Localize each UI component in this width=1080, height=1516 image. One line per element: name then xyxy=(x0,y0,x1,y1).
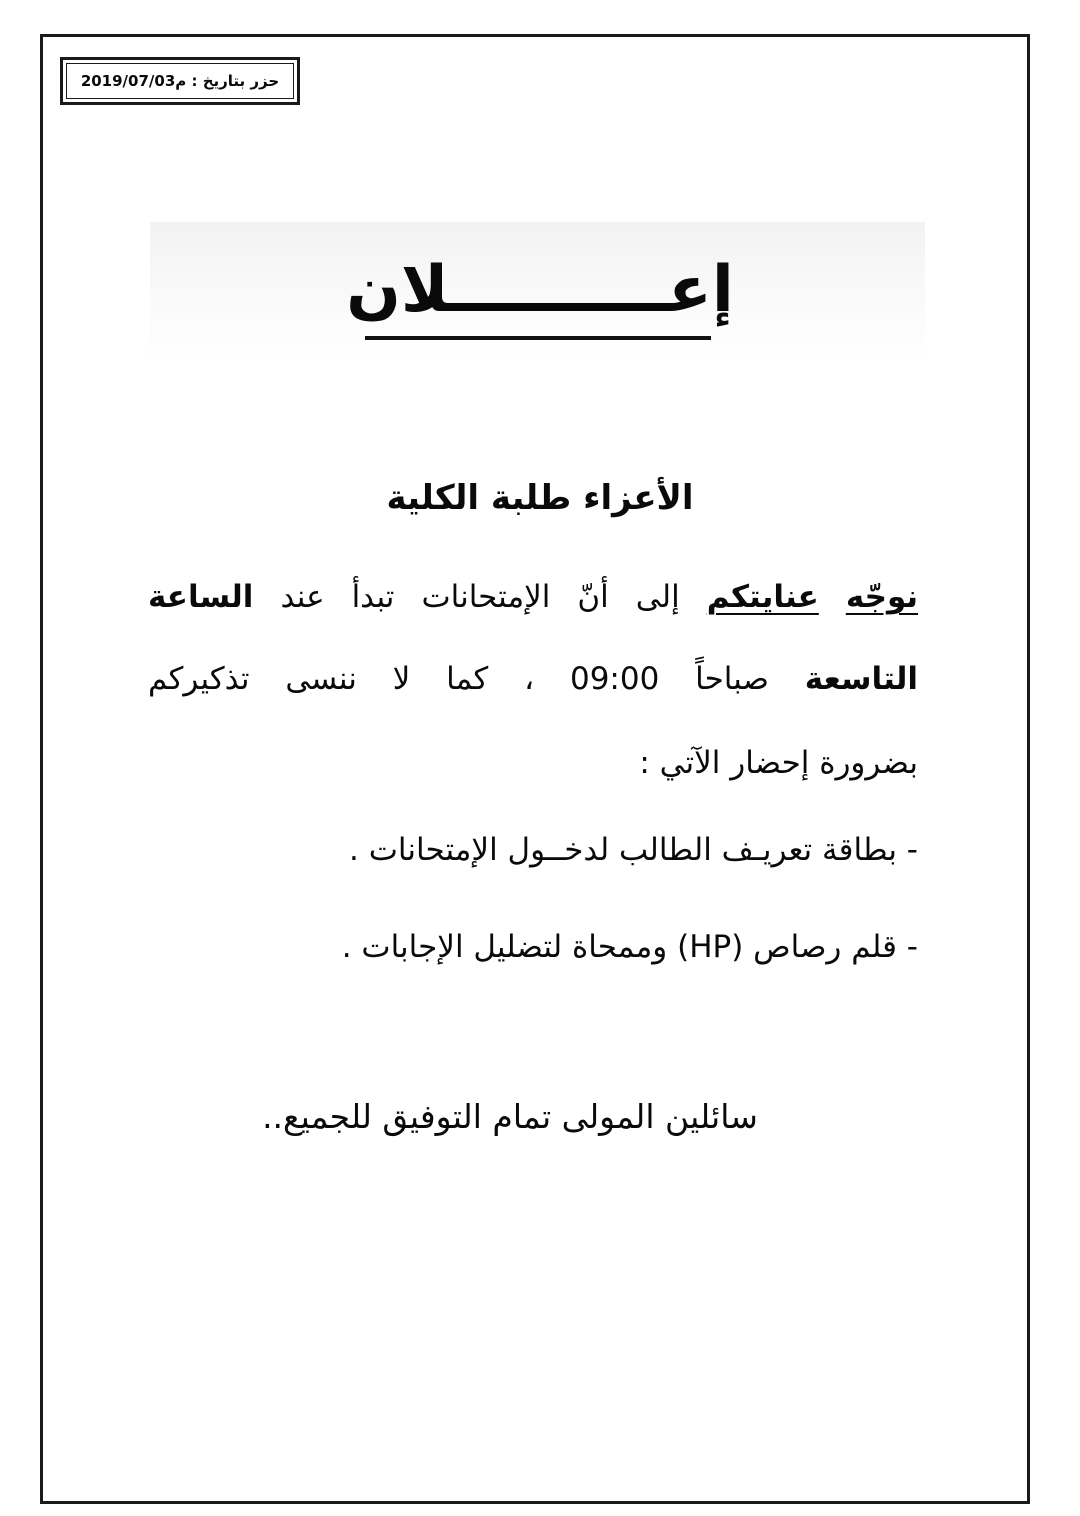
word: أنّ xyxy=(577,579,609,615)
body-line-3: بضرورة إحضار الآتي : xyxy=(639,745,918,781)
date-stamp-box xyxy=(60,57,300,105)
word: إلى xyxy=(635,579,680,615)
title-underline xyxy=(365,336,711,340)
word: ننسى xyxy=(285,661,357,697)
announcement-title: إعــــــــــلان xyxy=(346,253,734,327)
date-value: 2019/07/03م xyxy=(80,72,187,90)
word: كما xyxy=(446,661,489,697)
word: عند xyxy=(280,579,325,615)
addressee-heading: الأعزاء طلبة الكلية xyxy=(386,478,694,518)
word: التاسعة xyxy=(804,661,919,697)
date-stamp xyxy=(66,63,294,99)
word: عنايتكم xyxy=(706,579,819,615)
word: الإمتحانات xyxy=(421,579,551,615)
word: لا xyxy=(392,661,411,697)
date-label: حزر بتاريخ : xyxy=(191,72,280,90)
closing-line: سائلين المولى تمام التوفيق للجميع.. xyxy=(262,1097,758,1136)
required-item-id-card: - بطاقة تعريـف الطالب لدخــول الإمتحانات . xyxy=(349,832,918,868)
body-line-2 xyxy=(148,657,918,701)
required-item-pencil-eraser: - قلم رصاص (HP) وممحاة لتضليل الإجابات . xyxy=(341,929,918,965)
word: تذكيركم xyxy=(148,661,250,697)
word: تبدأ xyxy=(351,579,395,615)
body-line-1 xyxy=(148,575,918,619)
word: ، xyxy=(524,661,535,697)
word: الساعة xyxy=(148,579,254,615)
exam-time: 09:00 xyxy=(569,661,660,697)
word: نوجّه xyxy=(845,579,919,615)
word: صباحاً xyxy=(695,661,769,697)
